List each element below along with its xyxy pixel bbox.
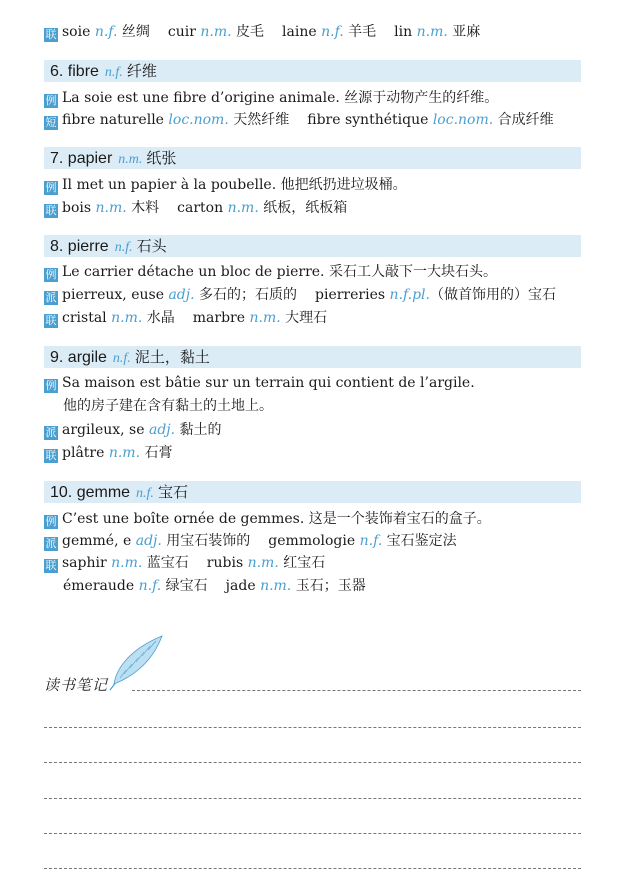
word-zh: 纸板，纸板箱 (263, 200, 348, 216)
word-pos: n.f. (138, 578, 162, 594)
entry-zh: 纸张 (146, 149, 177, 167)
notes-label: 读书笔记 (44, 676, 109, 694)
word-pos: n.m. (200, 24, 232, 40)
example-translation: 他的房子建在含有黏土的土地上。 (63, 398, 273, 414)
word-pos: n.m. (260, 578, 292, 594)
word-fr: laine (282, 24, 317, 40)
word-fr: gemmé, e (62, 533, 132, 549)
word-zh: 丝绸 (121, 24, 150, 40)
entry-zh: 宝石 (157, 483, 188, 501)
word-pos: n.m. (249, 310, 281, 326)
example-tag: 例 (45, 379, 57, 392)
entry-pos: n.f. (104, 65, 123, 80)
entry-header-gemme (44, 481, 581, 503)
entry-zh: 泥土，黏土 (134, 348, 210, 366)
word-zh: 水晶 (146, 310, 175, 326)
derived-tag: 派 (45, 426, 57, 439)
entry-header-pierre (44, 235, 581, 257)
word-fr: soie (62, 24, 91, 40)
entry-header-argile (44, 346, 581, 368)
related-tag: 联 (45, 204, 57, 217)
word-pos: n.m. (416, 24, 448, 40)
entry-word: 6. fibre (50, 63, 99, 80)
word-zh: 用宝石装饰的 (166, 533, 251, 549)
word-pos: n.m. (95, 200, 127, 216)
feather-icon (106, 632, 166, 692)
word-fr: rubis (206, 555, 244, 571)
example-text: C’est une boîte ornée de gemmes. 这是一个装饰着宝石的盒子。 (62, 511, 491, 527)
example-tag: 例 (45, 94, 57, 107)
word-fr: argileux, se (62, 422, 145, 438)
word-fr: carton (177, 200, 224, 216)
word-zh: 亚麻 (452, 24, 481, 40)
derived-line (44, 531, 583, 551)
related-line (44, 22, 583, 42)
word-fr: pierreux, euse (62, 287, 164, 303)
word-fr: pierreries (315, 287, 386, 303)
word-pos: n.f.pl. (389, 287, 430, 303)
entry-pos: n.f. (136, 486, 154, 501)
word-zh: 石膏 (144, 445, 173, 461)
example-line (44, 373, 583, 393)
word-zh: 红宝石 (283, 555, 326, 571)
entry-header-fibre (44, 60, 581, 82)
example-text: Il met un papier à la poubelle. 他把纸扔进垃圾桶。 (62, 177, 407, 193)
word-pos: loc.nom. (432, 112, 494, 128)
related-tag: 联 (45, 28, 57, 41)
word-zh: 蓝宝石 (146, 555, 189, 571)
entry-zh: 石头 (136, 237, 167, 255)
word-fr: saphir (62, 555, 107, 571)
word-pos: n.f. (321, 24, 344, 40)
entry-word: 8. pierre (50, 238, 109, 255)
example-line (44, 175, 583, 195)
word-zh: 宝石鉴定法 (386, 533, 457, 549)
word-zh: 多石的；石质的 (199, 287, 297, 303)
related-line (44, 198, 583, 218)
word-pos: n.m. (247, 555, 279, 571)
word-zh: 木料 (131, 200, 160, 216)
note-line (132, 690, 581, 691)
word-fr: plâtre (62, 445, 105, 461)
entry-pos: n.f. (112, 351, 131, 366)
word-fr: gemmologie (268, 533, 356, 549)
related-line-continued (63, 576, 583, 596)
word-zh: 大理石 (285, 310, 328, 326)
word-zh: 皮毛 (236, 24, 265, 40)
note-line (44, 868, 581, 869)
word-fr: fibre synthétique (307, 112, 429, 128)
word-zh: 合成纤维 (497, 112, 554, 128)
word-pos: n.m. (111, 310, 143, 326)
word-fr: émeraude (63, 578, 135, 594)
phrase-line (44, 110, 583, 130)
word-pos: adj. (168, 287, 195, 303)
derived-tag: 派 (45, 291, 57, 304)
note-line (44, 833, 581, 834)
related-tag: 联 (45, 559, 57, 572)
phrase-tag: 短 (45, 116, 57, 129)
word-zh: 玉石；玉器 (295, 578, 366, 594)
word-fr: lin (394, 24, 413, 40)
example-line (44, 509, 583, 529)
word-zh: （做首饰用的）宝石 (430, 287, 556, 303)
word-pos: adj. (148, 422, 176, 438)
example-text: Le carrier détache un bloc de pierre. 采石工人敲下一大块石头。 (62, 264, 497, 280)
word-fr: marbre (192, 310, 246, 326)
word-pos: n.m. (108, 445, 141, 461)
related-line (44, 553, 583, 573)
entry-word: 9. argile (50, 349, 107, 366)
derived-tag: 派 (45, 537, 57, 550)
related-tag: 联 (45, 449, 57, 462)
word-pos: n.f. (94, 24, 118, 40)
example-line (44, 88, 583, 108)
entry-zh: 纤维 (126, 62, 157, 80)
word-pos: n.m. (111, 555, 143, 571)
related-line (44, 308, 583, 328)
note-line (44, 762, 581, 763)
entry-pos: n.f. (114, 240, 133, 255)
related-line (44, 443, 583, 463)
word-zh: 羊毛 (348, 24, 377, 40)
example-tag: 例 (45, 515, 57, 528)
example-text: La soie est une fibre d’origine animale. 丝源于动物产生的纤维。 (62, 90, 499, 106)
example-line (44, 262, 583, 282)
example-text: Sa maison est bâtie sur un terrain qui contient de l’argile. (62, 375, 475, 391)
entry-word: 10. gemme (50, 484, 131, 501)
derived-line (44, 285, 583, 305)
word-fr: jade (225, 578, 256, 594)
entry-pos: n.m. (118, 152, 143, 167)
word-zh: 天然纤维 (233, 112, 290, 128)
word-fr: bois (62, 200, 92, 216)
entry-header-papier (44, 147, 581, 169)
entry-word: 7. papier (50, 150, 113, 167)
word-pos: adj. (135, 533, 162, 549)
word-zh: 黏土的 (179, 422, 222, 438)
related-tag: 联 (45, 314, 57, 327)
note-line (44, 798, 581, 799)
example-tag: 例 (45, 181, 57, 194)
word-zh: 绿宝石 (165, 578, 208, 594)
example-translation-line (63, 396, 583, 416)
example-tag: 例 (45, 268, 57, 281)
word-fr: fibre naturelle (62, 112, 164, 128)
word-pos: n.m. (227, 200, 259, 216)
derived-line (44, 420, 583, 440)
word-pos: loc.nom. (168, 112, 229, 128)
word-fr: cristal (62, 310, 107, 326)
word-fr: cuir (167, 24, 196, 40)
word-pos: n.f. (359, 533, 383, 549)
note-line (44, 727, 581, 728)
